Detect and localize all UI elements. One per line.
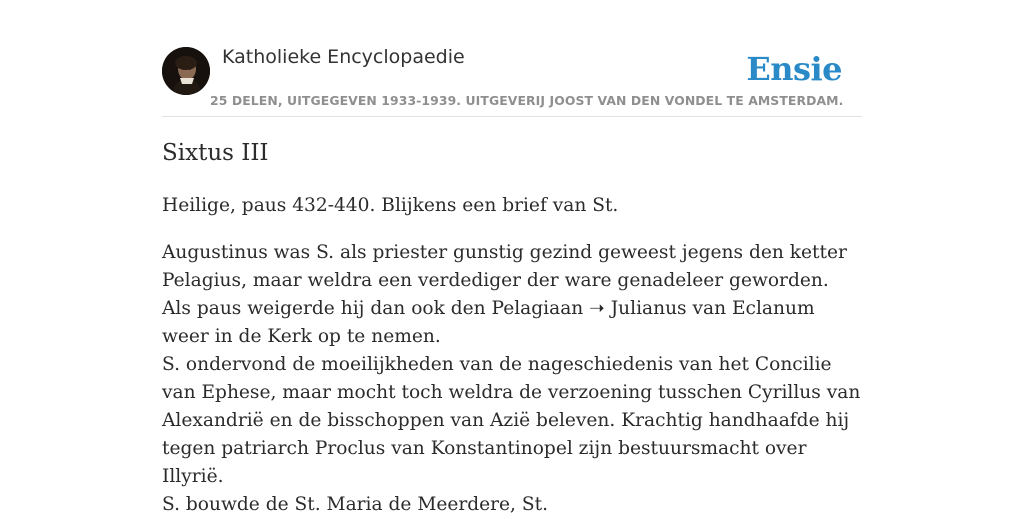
paragraph-text: Augustinus was S. als priester gunstig gezind geweest jegens den ketter Pelagius, maar weldra een verdediger der ware genadeleer geworden. Als paus weigerde hij dan ook den Pelagiaan: [162, 242, 847, 319]
encyclopedia-subtitle: 25 DELEN, UITGEGEVEN 1933-1939. UITGEVERIJ JOOST VAN DEN VONDEL TE AMSTERDAM.: [210, 93, 844, 108]
article-paragraph-3: S. ondervond de moeilijkheden van de nageschiedenis van het Concilie van Ephese, maar mocht toch weldra de verzoening tusschen Cyrillus van Alexandrië en de bisschoppen van Azië beleven. Krachtig handhaafde hij tegen patriarch Proclus van Konstantinopel zijn bestuursmacht over Illyrië.: [162, 354, 861, 487]
article-paragraph-2: [162, 239, 862, 351]
encyclopedia-avatar[interactable]: [162, 47, 210, 95]
reference-arrow-icon: ➝: [589, 298, 605, 319]
paragraph-text: weer in de Kerk op te nemen.: [162, 326, 441, 347]
reference-link-julianus[interactable]: Julianus van Eclanum: [610, 298, 815, 319]
portrait-icon: [162, 47, 210, 95]
header: [162, 0, 862, 117]
article-paragraph-4: S. bouwde de St. Maria de Meerdere, St.: [162, 494, 548, 515]
page: [162, 0, 862, 515]
ensie-logo[interactable]: Ensie: [746, 50, 842, 88]
article-title: Sixtus III: [162, 140, 269, 166]
article-paragraph-1: Heilige, paus 432-440. Blijkens een brief van St.: [162, 195, 619, 216]
encyclopedia-title[interactable]: Katholieke Encyclopaedie: [222, 46, 465, 68]
